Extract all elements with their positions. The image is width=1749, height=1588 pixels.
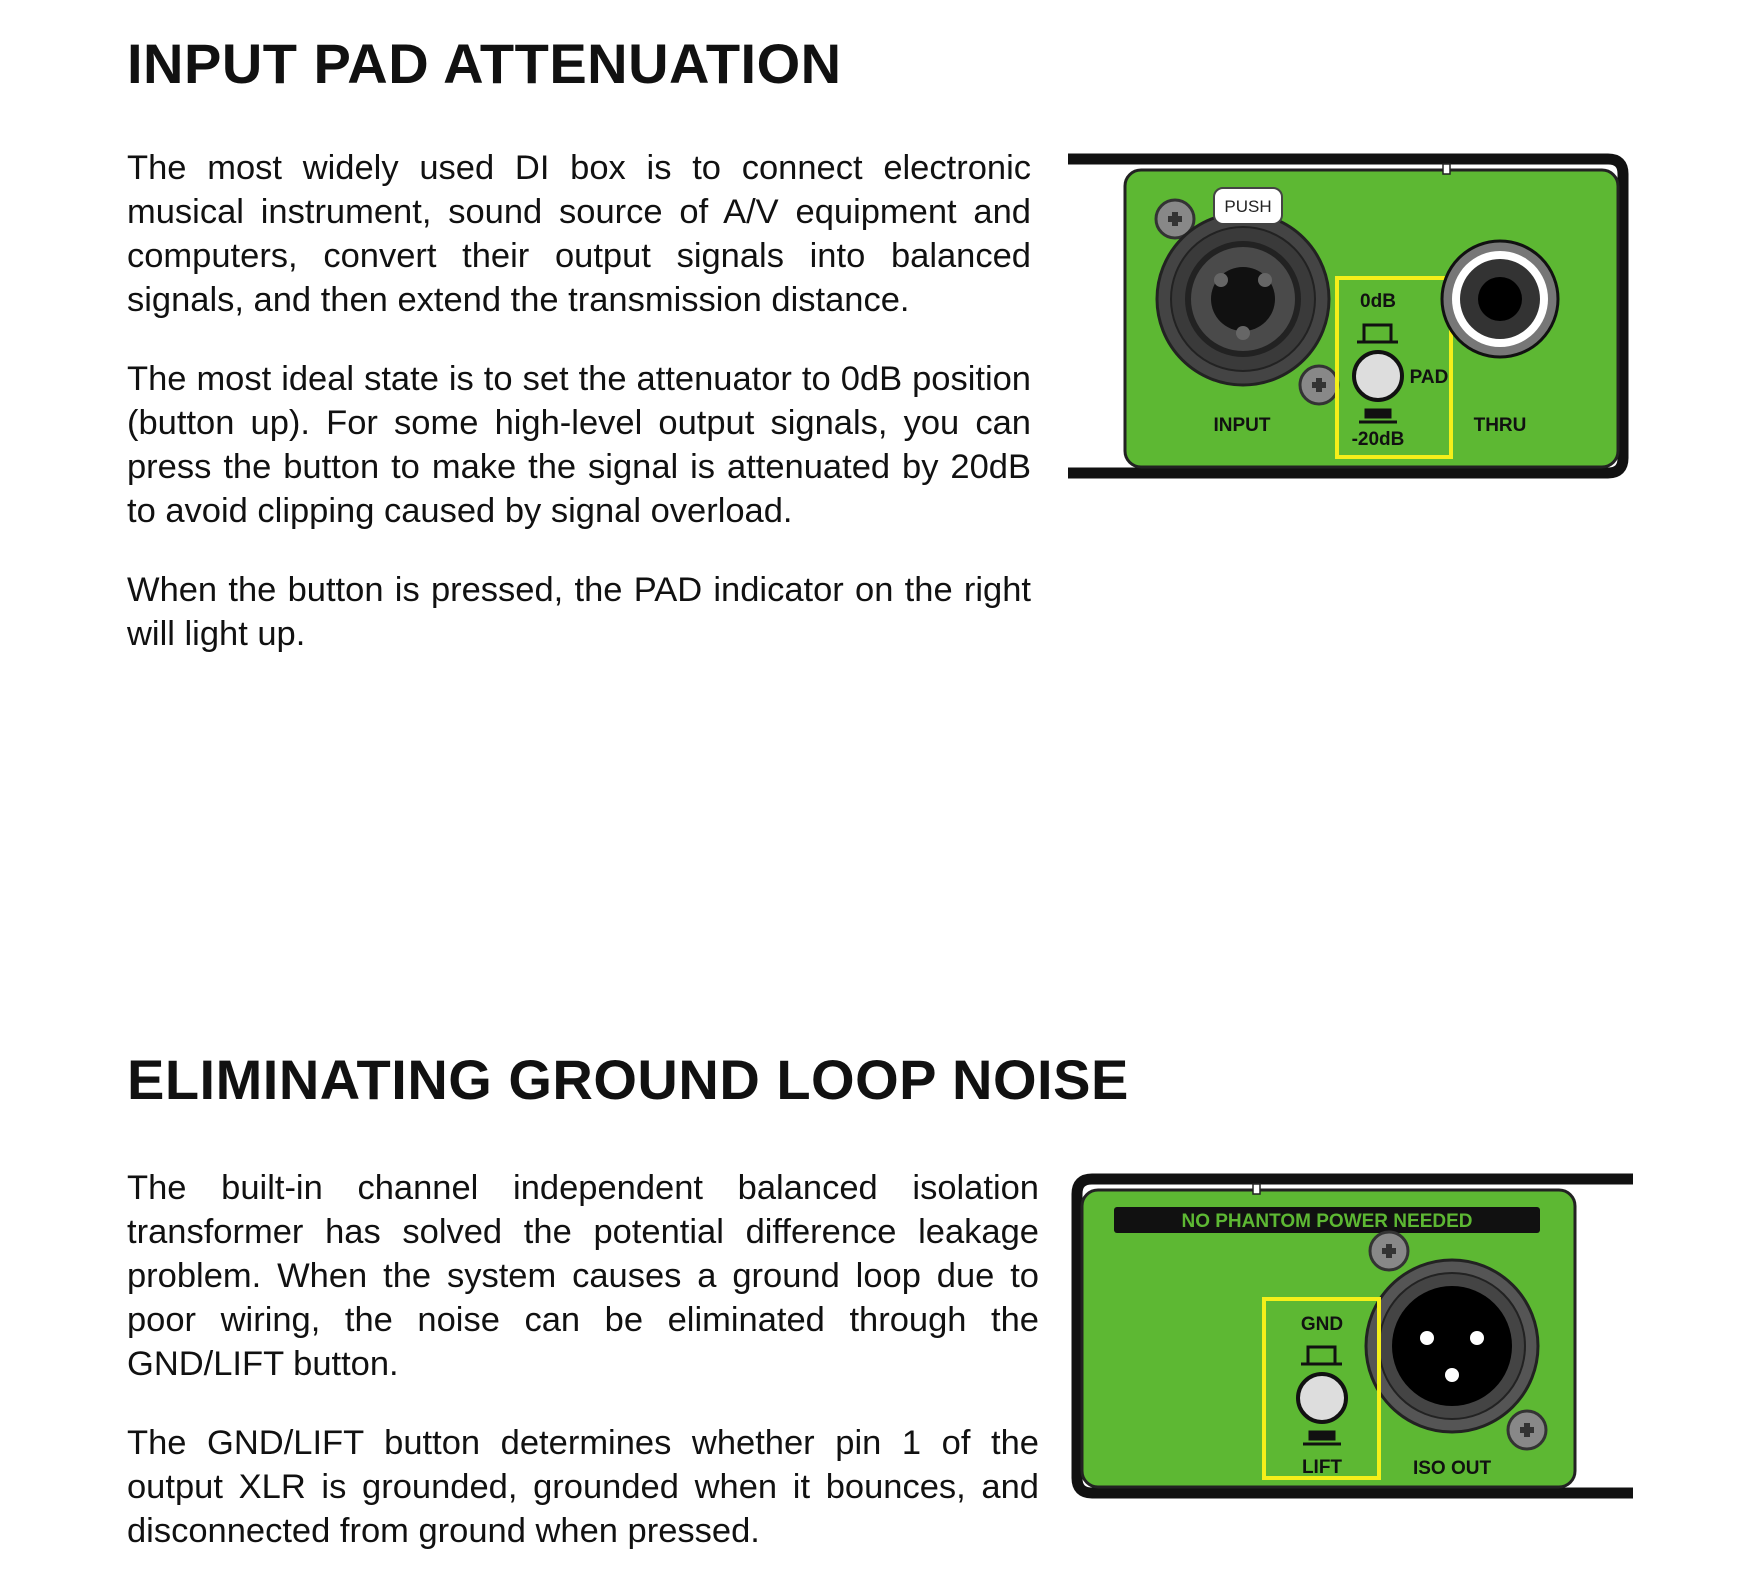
notch [1253, 1184, 1260, 1194]
banner-label: NO PHANTOM POWER NEEDED [1181, 1211, 1473, 1232]
paragraph: The most ideal state is to set the attenuator to 0dB position (button up). For some high-level output signals, you can press the button to make the signal is attenuated by 20dB to avoid clipping caused by signal overload. [127, 360, 1031, 530]
di-box-input-panel-diagram [1068, 150, 1633, 484]
di-box-output-panel-diagram [1068, 1170, 1633, 1504]
push-label: PUSH [1224, 197, 1272, 216]
combo-input-jack-icon [1157, 213, 1329, 385]
gnd-label: GND [1300, 1314, 1344, 1335]
paragraph: The GND/LIFT button determines whether pin 1 of the output XLR is grounded, grounded when it bounces, and disconnected from ground when pressed. [127, 1424, 1039, 1550]
lift-label: LIFT [1301, 1457, 1343, 1478]
screw-icon [1508, 1411, 1546, 1449]
screw-icon [1300, 366, 1338, 404]
minus20-label: -20dB [1351, 429, 1405, 450]
section-heading-pad: INPUT PAD ATTENUATION [127, 32, 842, 95]
section-body-pad [127, 146, 1031, 691]
screw-icon [1370, 1232, 1408, 1270]
odb-label: 0dB [1360, 291, 1396, 312]
section-body-gnd [127, 1166, 1039, 1588]
gnd-lift-button[interactable] [1298, 1374, 1346, 1422]
pad-label: PAD [1409, 367, 1449, 388]
paragraph: The built-in channel independent balanced isolation transformer has solved the potential difference leakage problem. When the system causes a ground loop due to poor wiring, the noise can be eliminated through the GND/LIFT button. [127, 1169, 1039, 1383]
xlr-output-jack-icon [1366, 1260, 1538, 1432]
thru-jack-icon [1442, 241, 1558, 357]
notch [1443, 164, 1450, 174]
section-heading-gnd: ELIMINATING GROUND LOOP NOISE [127, 1048, 1129, 1111]
paragraph: The most widely used DI box is to connect electronic musical instrument, sound source of A/V equipment and computers, convert their output signals into balanced signals, and then extend the transmission distance. [127, 149, 1031, 319]
push-tab [1214, 188, 1282, 224]
input-label: INPUT [1213, 415, 1271, 436]
thru-label: THRU [1473, 415, 1527, 436]
paragraph: When the button is pressed, the PAD indicator on the right will light up. [127, 571, 1031, 653]
iso-out-label: ISO OUT [1412, 1458, 1492, 1479]
pad-button[interactable] [1354, 352, 1402, 400]
